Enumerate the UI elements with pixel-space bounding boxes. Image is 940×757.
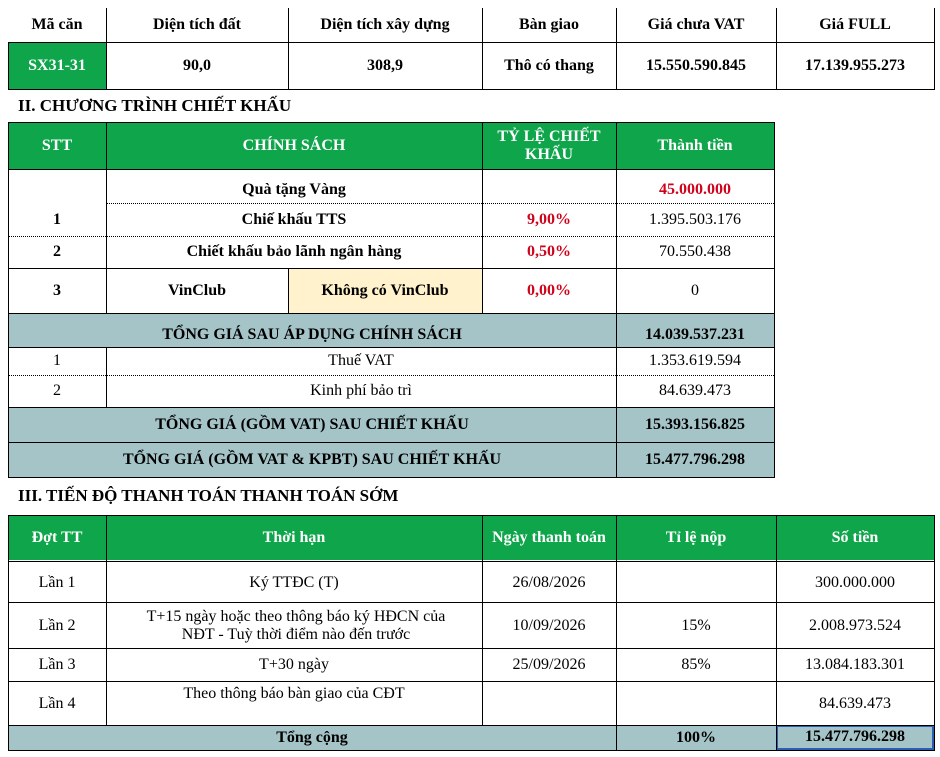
gift-label: Quà tặng Vàng bbox=[242, 180, 346, 198]
handover-value: Thô có thang bbox=[504, 56, 594, 74]
payment-row-round: Lần 3 bbox=[38, 655, 76, 673]
header-handover: Bàn giao bbox=[518, 15, 579, 33]
total-vat-kpbt-label: TỔNG GIÁ (GỒM VAT & KPBT) SAU CHIẾT KHẤU bbox=[122, 450, 502, 468]
payment-row-term: T+15 ngày hoặc theo thông báo ký HĐCN của NĐT - Tuỳ thời điểm nào đến trước bbox=[146, 607, 446, 643]
header-stt: STT bbox=[8, 123, 106, 169]
payment-row-term: T+30 ngày bbox=[259, 655, 329, 673]
header-land-area: Diện tích đất bbox=[153, 15, 241, 33]
payment-row-date: 26/08/2026 bbox=[512, 573, 586, 591]
vinclub-label: VinClub bbox=[167, 281, 227, 299]
header-price-no-vat: Giá chưa VAT bbox=[647, 15, 745, 33]
payment-total-amount[interactable]: 15.477.796.298 bbox=[776, 725, 934, 750]
payment-row-round: Lần 1 bbox=[38, 573, 76, 591]
header-price-full: Giá FULL bbox=[819, 15, 891, 33]
discount-row-stt: 1 bbox=[53, 210, 61, 228]
payment-row-round: Lần 2 bbox=[38, 616, 76, 634]
unit-code: SX31-31 bbox=[8, 43, 106, 89]
vinclub-rate: 0,00% bbox=[527, 281, 571, 299]
discount-section-title: II. CHƯƠNG TRÌNH CHIẾT KHẤU bbox=[18, 96, 292, 115]
header-payment-amount: Số tiền bbox=[776, 516, 934, 560]
header-term: Thời hạn bbox=[106, 516, 482, 560]
header-policy: CHÍNH SÁCH bbox=[106, 123, 482, 169]
header-payment-date: Ngày thanh toán bbox=[482, 516, 616, 560]
vinclub-amount: 0 bbox=[691, 281, 699, 299]
payment-row-ratio: 15% bbox=[681, 616, 711, 634]
vinclub-option-select[interactable]: Không có VinClub bbox=[288, 269, 482, 313]
payment-row-term: Theo thông báo bàn giao của CĐT bbox=[183, 684, 405, 702]
extra-row-label: Kinh phí bảo trì bbox=[310, 381, 412, 399]
header-amount: Thành tiền bbox=[616, 123, 774, 169]
header-build-area: Diện tích xây dựng bbox=[320, 15, 450, 33]
payment-row-term: Ký TTĐC (T) bbox=[249, 573, 339, 591]
header-discount-rate: TỶ LỆ CHIẾT KHẤU bbox=[482, 123, 616, 169]
discount-row-amount: 70.550.438 bbox=[659, 242, 731, 260]
extra-row-stt: 1 bbox=[53, 351, 61, 369]
total-after-policy-amount: 14.039.537.231 bbox=[645, 325, 745, 343]
vinclub-stt: 3 bbox=[53, 281, 61, 299]
total-after-policy-label: TỔNG GIÁ SAU ÁP DỤNG CHÍNH SÁCH bbox=[162, 325, 462, 343]
extra-row-label: Thuế VAT bbox=[328, 351, 394, 369]
payment-row-date: 10/09/2026 bbox=[512, 616, 586, 634]
gift-amount: 45.000.000 bbox=[659, 180, 731, 198]
build-area-value: 308,9 bbox=[367, 56, 403, 74]
payment-row-amount: 84.639.473 bbox=[819, 694, 891, 712]
total-vat-amount: 15.393.156.825 bbox=[645, 415, 745, 433]
header-ratio: Tỉ lệ nộp bbox=[616, 516, 776, 560]
price-full-value: 17.139.955.273 bbox=[805, 56, 905, 74]
payment-row-date: 25/09/2026 bbox=[512, 655, 586, 673]
extra-row-amount: 84.639.473 bbox=[659, 381, 731, 399]
total-vat-kpbt-amount: 15.477.796.298 bbox=[645, 450, 745, 468]
discount-row-rate: 0,50% bbox=[527, 242, 571, 260]
header-round: Đợt TT bbox=[8, 516, 106, 560]
discount-row-stt: 2 bbox=[53, 242, 61, 260]
land-area-value: 90,0 bbox=[183, 56, 211, 74]
price-no-vat-value: 15.550.590.845 bbox=[646, 56, 746, 74]
total-vat-label: TỔNG GIÁ (GỒM VAT) SAU CHIẾT KHẤU bbox=[155, 415, 469, 433]
payment-total-label: Tổng cộng bbox=[276, 728, 348, 746]
discount-row-label: Chiết khấu bảo lãnh ngân hàng bbox=[186, 242, 402, 260]
payment-row-amount: 300.000.000 bbox=[815, 573, 895, 591]
payment-row-amount: 2.008.973.524 bbox=[809, 616, 901, 634]
extra-row-stt: 2 bbox=[53, 381, 61, 399]
header-unit-code: Mã căn bbox=[31, 15, 83, 33]
discount-row-amount: 1.395.503.176 bbox=[649, 210, 741, 228]
extra-row-amount: 1.353.619.594 bbox=[649, 351, 741, 369]
discount-row-label: Chiế khấu TTS bbox=[241, 210, 347, 228]
discount-row-rate: 9,00% bbox=[527, 210, 571, 228]
payment-row-round: Lần 4 bbox=[38, 694, 76, 712]
payment-row-ratio: 85% bbox=[681, 655, 711, 673]
payment-row-ratio bbox=[616, 564, 776, 602]
payment-row-amount: 13.084.183.301 bbox=[805, 655, 905, 673]
payment-total-ratio: 100% bbox=[676, 728, 716, 746]
payment-section-title: III. TIẾN ĐỘ THANH TOÁN THANH TOÁN SỚM bbox=[18, 486, 399, 505]
